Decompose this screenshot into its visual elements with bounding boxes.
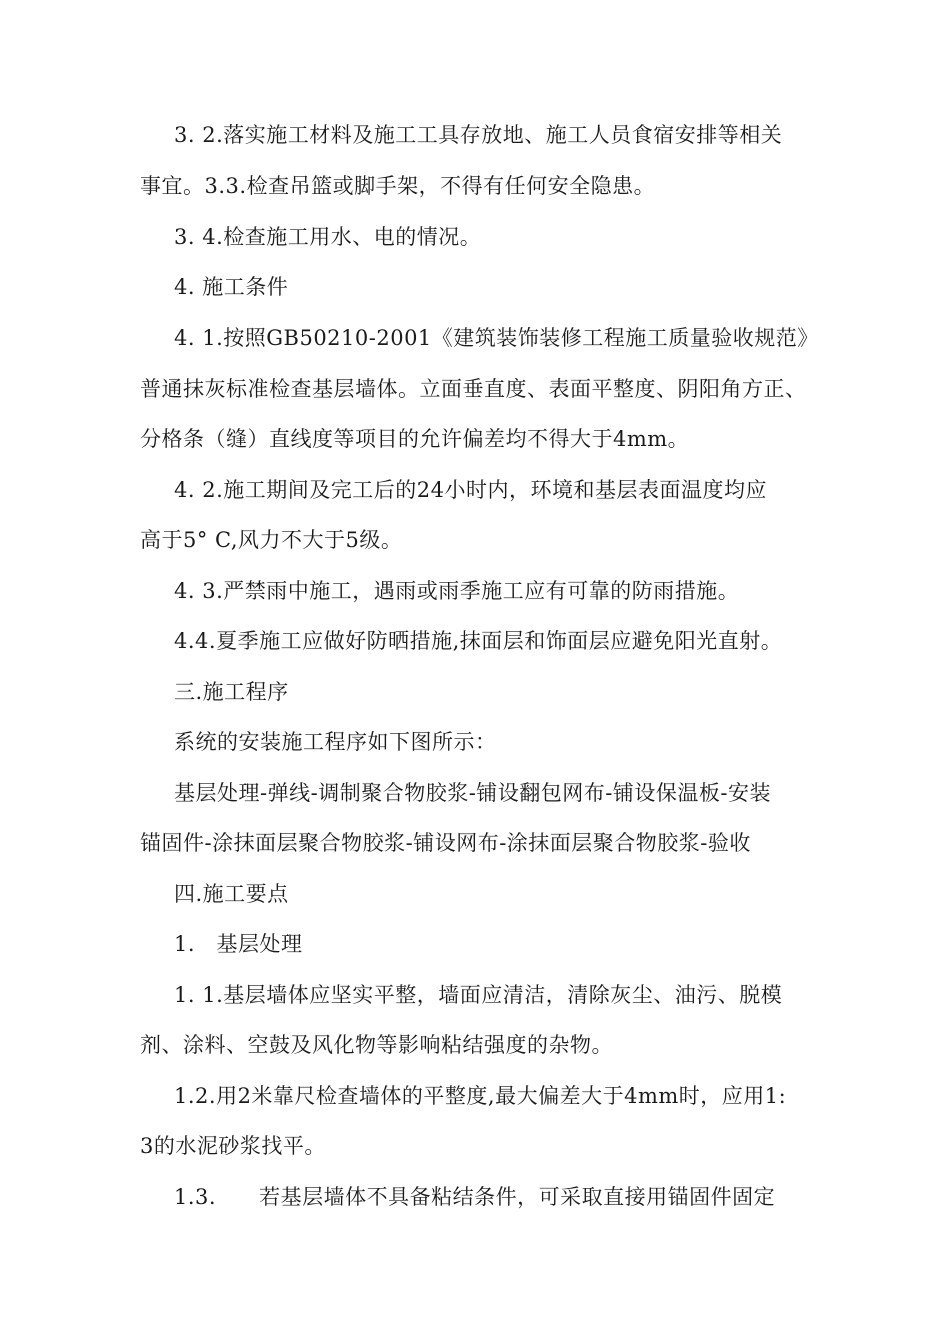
paragraph-1-2-line-1: 1.2.用2米靠尺检查墙体的平整度,最大偏差大于4mm时，应用1: [174,1084,787,1108]
procedure-steps-line-1: 基层处理-弹线-调制聚合物胶浆-铺设翻包网布-铺设保温板-安装 [174,781,771,805]
section-3-heading: 三.施工程序 [174,680,289,704]
paragraph-4-3: 4. 3.严禁雨中施工，遇雨或雨季施工应有可靠的防雨措施。 [174,579,740,603]
paragraph-3-4: 3. 4.检查施工用水、电的情况。 [174,225,482,249]
procedure-intro: 系统的安装施工程序如下图所示： [174,730,497,754]
paragraph-4-2-line-1: 4. 2.施工期间及完工后的24小时内，环境和基层表面温度均应 [174,478,767,502]
paragraph-1-3-line-1: 1.3. 若基层墙体不具备粘结条件，可采取直接用锚固件固定 [174,1185,776,1209]
paragraph-1-1-line-1: 1. 1.基层墙体应坚实平整，墙面应清洁，清除灰尘、油污、脱模 [174,983,783,1007]
procedure-steps-line-2: 锚固件-涂抹面层聚合物胶浆-铺设网布-涂抹面层聚合物胶浆-验收 [140,831,751,855]
section-4-key-points-heading: 四.施工要点 [174,882,289,906]
paragraph-1-1-line-2: 剂、涂料、空鼓及风化物等影响粘结强度的杂物。 [140,1033,613,1057]
paragraph-4-4: 4.4.夏季施工应做好防晒措施,抹面层和饰面层应避免阳光直射。 [174,629,783,653]
section-4-heading: 4. 施工条件 [174,275,289,299]
paragraph-3-2-line-2: 事宜。3.3.检查吊篮或脚手架，不得有任何安全隐患。 [140,174,656,198]
paragraph-4-1-line-2: 普通抹灰标准检查基层墙体。立面垂直度、表面平整度、阴阳角方正、 [140,377,807,401]
paragraph-1-2-line-2: 3的水泥砂浆找平。 [140,1134,326,1158]
paragraph-3-2-line-1: 3. 2.落实施工材料及施工工具存放地、施工人员食宿安排等相关 [174,123,783,147]
paragraph-4-1-line-1: 4. 1.按照GB50210-2001《建筑装饰装修工程施工质量验收规范》 [174,326,819,350]
paragraph-4-2-line-2: 高于5° C,风力不大于5级。 [140,528,403,552]
subsection-1-heading: 1. 基层处理 [174,932,303,956]
paragraph-4-1-line-3: 分格条（缝）直线度等项目的允许偏差均不得大于4mm。 [140,427,690,451]
